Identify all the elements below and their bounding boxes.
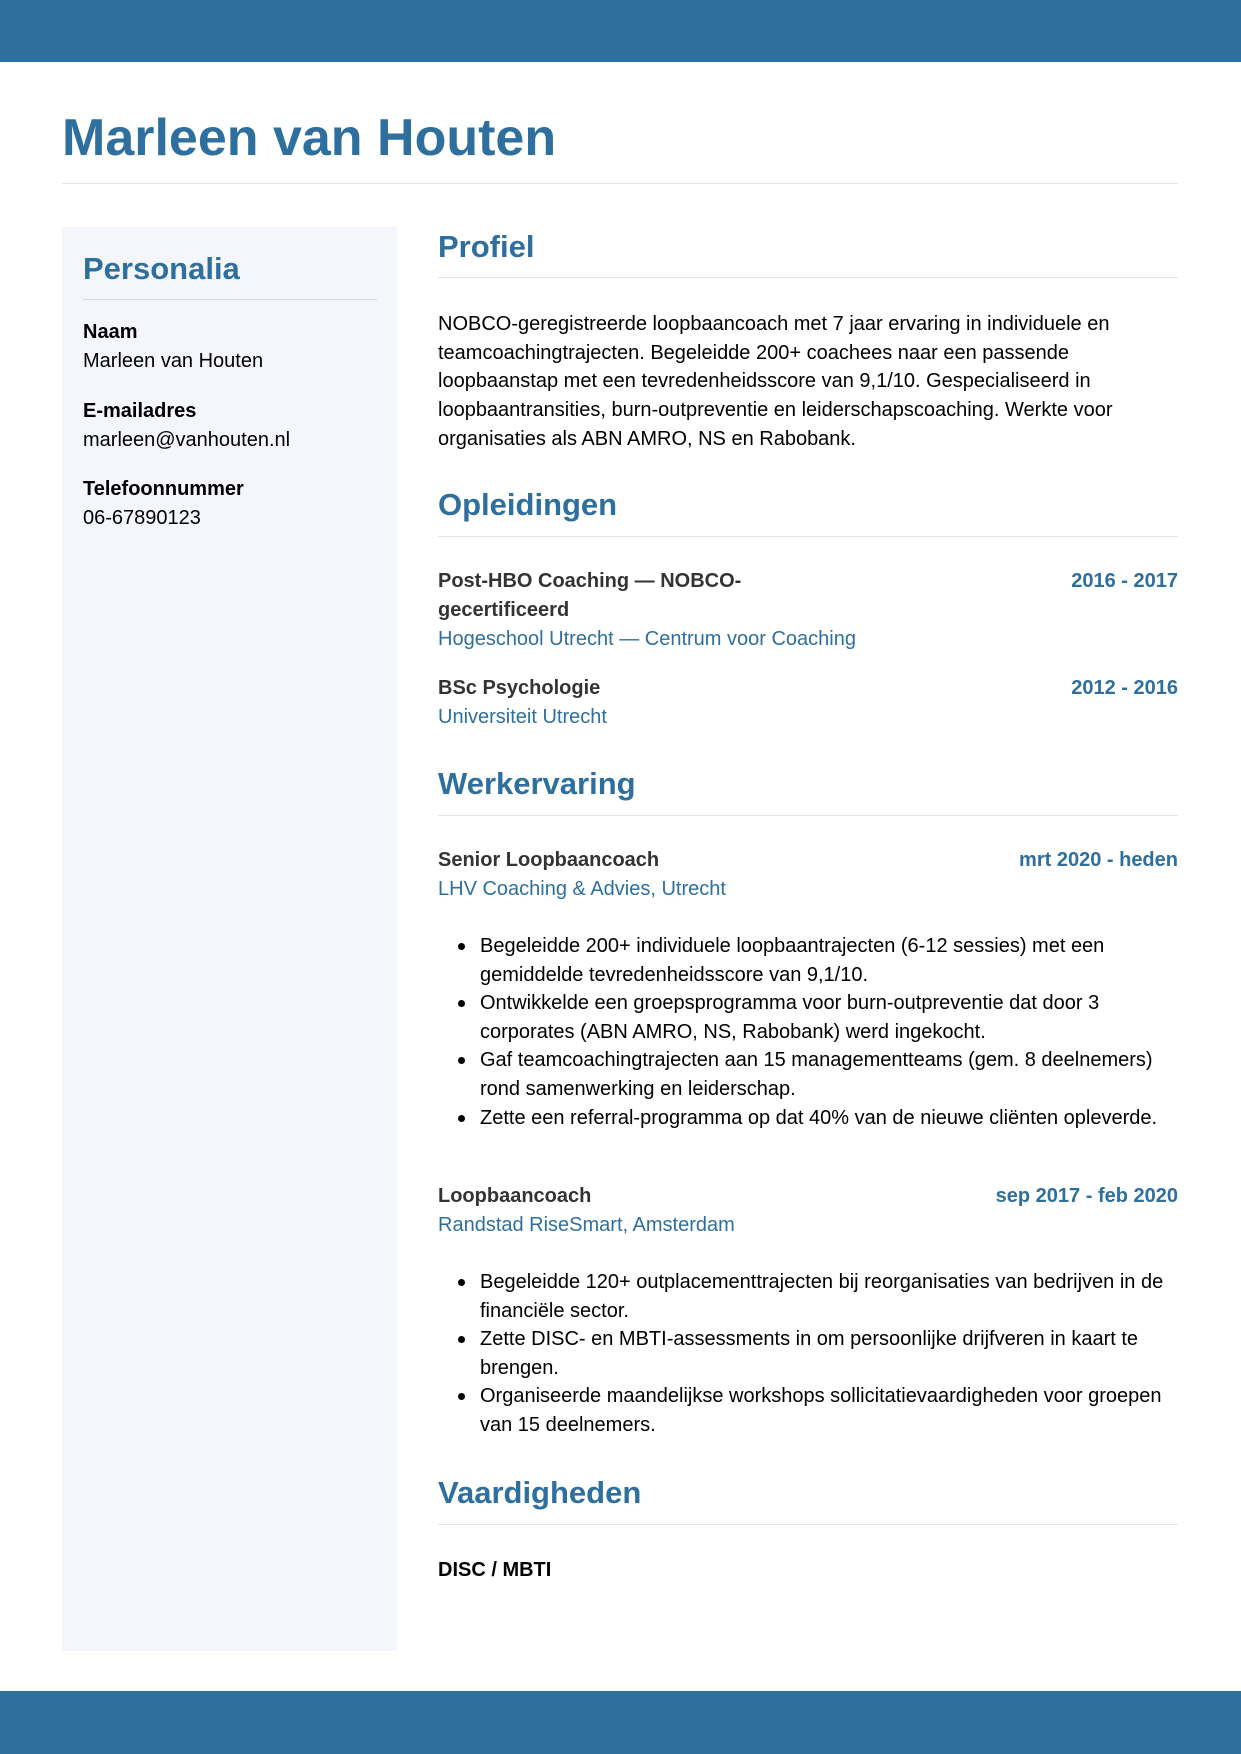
- skill-item: DISC / MBTI: [438, 1559, 552, 1581]
- resume-name: Marleen van Houten: [62, 109, 557, 167]
- job-achievements: [438, 932, 1178, 1132]
- experience-item: [438, 846, 1178, 904]
- education-institution: Universiteit Utrecht: [438, 706, 607, 728]
- field-email: [83, 397, 383, 455]
- list-item: Organiseerde maandelijkse workshops sollicitatievaardigheden voor groepen van 15 deelnemers.: [480, 1382, 1178, 1439]
- field-name: [83, 318, 383, 376]
- list-item: Gaf teamcoachingtrajecten aan 15 managementteams (gem. 8 deelnemers) rond samenwerking en leiderschap.: [480, 1046, 1178, 1103]
- footer-bar: [0, 1691, 1241, 1754]
- list-item: Zette een referral-programma op dat 40% van de nieuwe cliënten opleverde.: [480, 1104, 1178, 1133]
- field-label: E-mailadres: [83, 400, 197, 422]
- field-label: Telefoonnummer: [83, 478, 244, 500]
- name-divider: [62, 183, 1178, 184]
- education-date: 2016 - 2017: [1071, 570, 1178, 592]
- field-value: marleen@vanhouten.nl: [83, 429, 291, 451]
- sidebar-title: Personalia: [83, 251, 240, 286]
- header-bar: [0, 0, 1241, 62]
- experience-item: [438, 1182, 1178, 1240]
- education-item: [438, 567, 1178, 654]
- education-item: [438, 674, 1178, 732]
- field-value: 06-67890123: [83, 507, 201, 529]
- section-title-profile: Profiel: [438, 229, 535, 264]
- education-title: Post-HBO Coaching — NOBCO-gecertificeerd: [438, 570, 742, 621]
- section-divider: [438, 815, 1178, 816]
- sidebar-divider: [83, 299, 377, 300]
- section-divider: [438, 536, 1178, 537]
- section-title-experience: Werkervaring: [438, 766, 636, 801]
- job-company: Randstad RiseSmart, Amsterdam: [438, 1214, 735, 1236]
- education-title: BSc Psychologie: [438, 677, 601, 699]
- field-value: Marleen van Houten: [83, 350, 264, 372]
- job-date: mrt 2020 - heden: [1019, 849, 1178, 871]
- personal-info-sidebar: [62, 227, 397, 1651]
- job-title: Senior Loopbaancoach: [438, 849, 660, 871]
- list-item: Ontwikkelde een groepsprogramma voor burn-outpreventie dat door 3 corporates (ABN AMRO, NS, Rabobank) werd ingekocht.: [480, 989, 1178, 1046]
- field-phone: [83, 475, 383, 533]
- profile-text: NOBCO-geregistreerde loopbaancoach met 7 jaar ervaring in individuele en teamcoachingtrajecten. Begeleidde 200+ coachees naar een passende loopbaanstap met een tevredenheidsscore van 9,1/10. Gespecialiseerd in loopbaantransities, burn-outpreventie en leiderschapscoaching. Werkte voor organisaties als ABN AMRO, NS en Rabobank.: [438, 313, 1113, 450]
- education-institution: Hogeschool Utrecht — Centrum voor Coaching: [438, 628, 856, 650]
- job-achievements: [438, 1268, 1178, 1440]
- job-title: Loopbaancoach: [438, 1185, 592, 1207]
- job-company: LHV Coaching & Advies, Utrecht: [438, 878, 726, 900]
- section-divider: [438, 277, 1178, 278]
- list-item: Begeleidde 200+ individuele loopbaantrajecten (6-12 sessies) met een gemiddelde tevredenheidsscore van 9,1/10.: [480, 932, 1178, 989]
- job-date: sep 2017 - feb 2020: [995, 1185, 1178, 1207]
- field-label: Naam: [83, 321, 138, 343]
- section-divider: [438, 1524, 1178, 1525]
- education-date: 2012 - 2016: [1071, 677, 1178, 699]
- section-title-education: Opleidingen: [438, 487, 618, 522]
- list-item: Zette DISC- en MBTI-assessments in om persoonlijke drijfveren in kaart te brengen.: [480, 1325, 1178, 1382]
- list-item: Begeleidde 120+ outplacementtrajecten bij reorganisaties van bedrijven in de financiële sector.: [480, 1268, 1178, 1325]
- section-title-skills: Vaardigheden: [438, 1475, 642, 1510]
